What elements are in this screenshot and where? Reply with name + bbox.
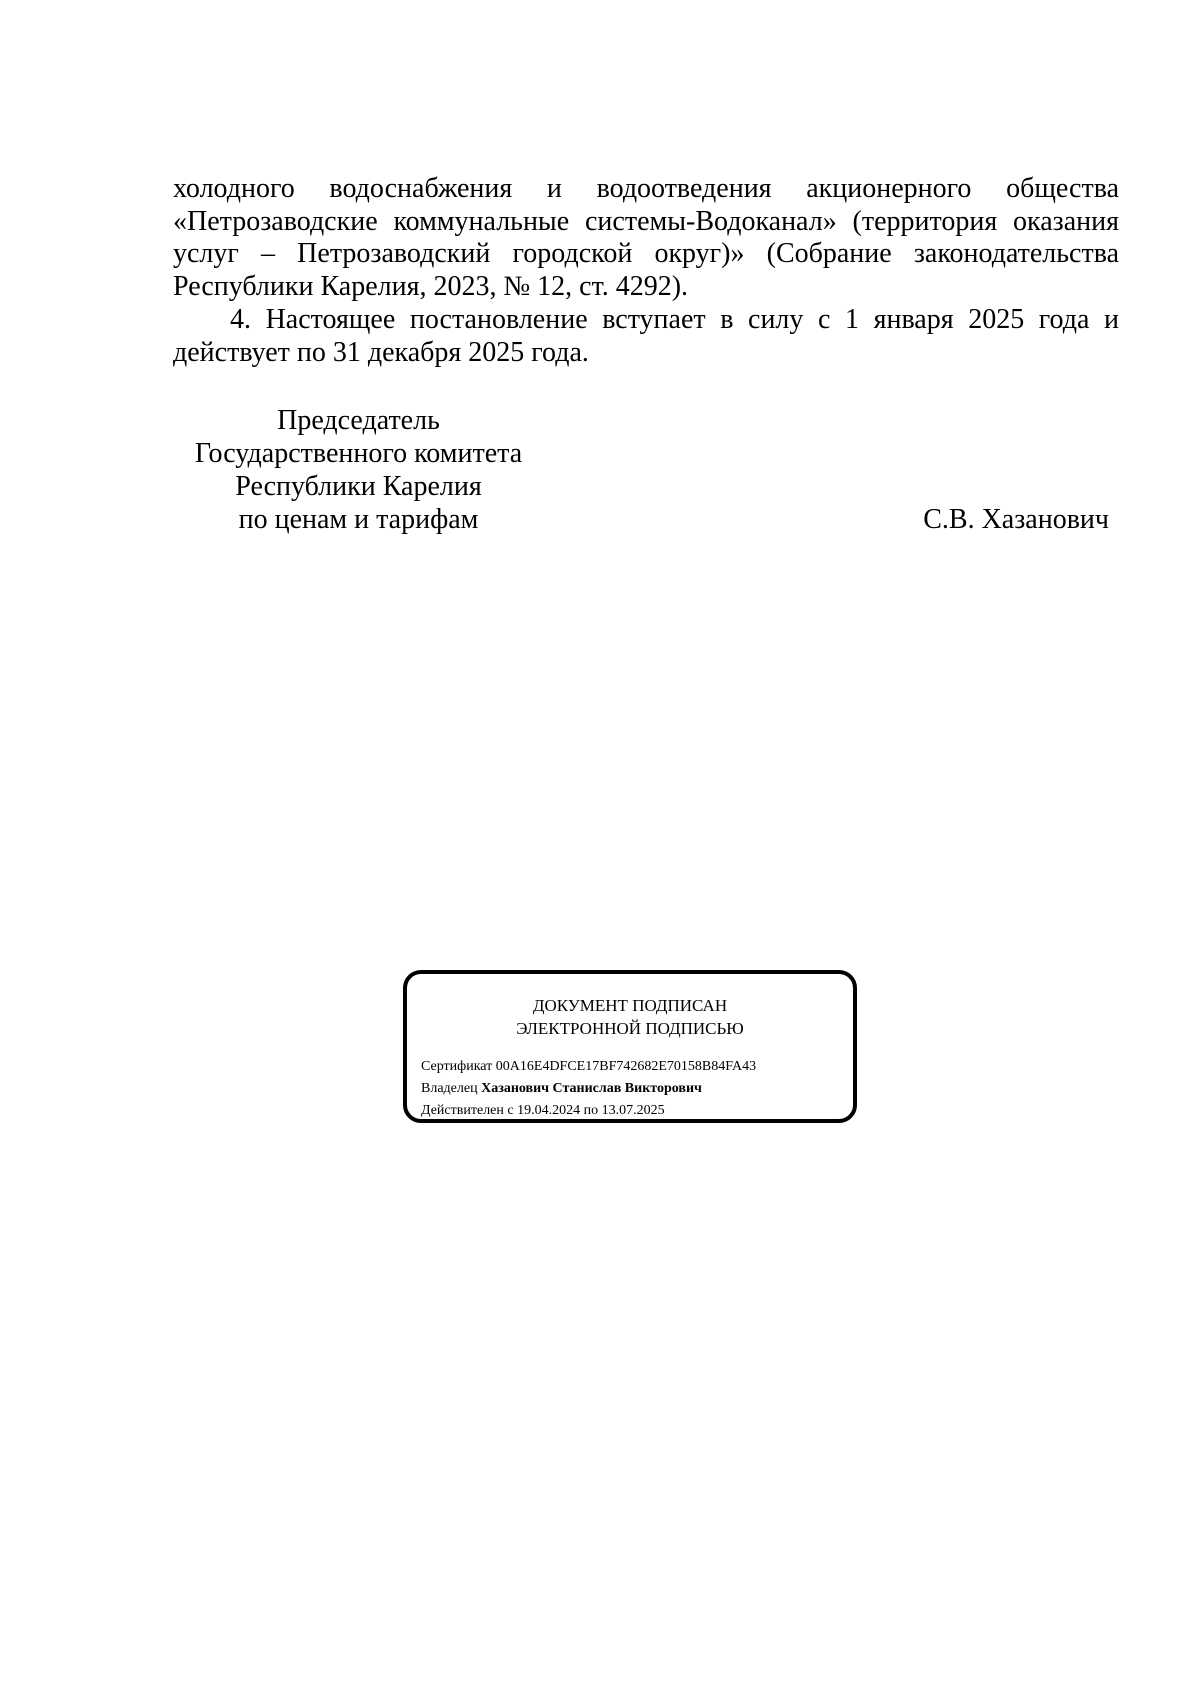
- paragraph-line-1: холодного водоснабжения и водоотведения акционерного общества: [173, 173, 1119, 204]
- stamp-valid-to: 13.07.2025: [601, 1103, 665, 1118]
- paragraph-line-3: услуг – Петрозаводский городской округ)» (Собрание законодательства: [173, 238, 1119, 270]
- signer-position: [181, 404, 536, 536]
- stamp-details: [421, 1056, 851, 1122]
- stamp-certificate-value: 00A16E4DFCE17BF742682E70158B84FA43: [495, 1059, 757, 1074]
- stamp-owner-value: Хазанович Станислав Викторович: [481, 1081, 702, 1096]
- stamp-valid-to-prefix: по: [583, 1103, 599, 1118]
- stamp-valid-from-prefix: с: [507, 1103, 514, 1118]
- signer-position-line-1: Председатель: [277, 405, 440, 436]
- stamp-valid-label: Действителен: [421, 1103, 504, 1118]
- stamp-valid-from: 19.04.2024: [517, 1103, 581, 1118]
- stamp-certificate-row: [421, 1056, 851, 1078]
- signer-name: С.В. Хазанович: [923, 504, 1109, 535]
- stamp-certificate-label: Сертификат: [421, 1059, 493, 1074]
- signer-position-line-2: Государственного комитета: [194, 438, 523, 469]
- stamp-title: [407, 994, 853, 1040]
- stamp-title-line-2: ЭЛЕКТРОННОЙ ПОДПИСЬЮ: [516, 1019, 744, 1038]
- stamp-validity-row: [421, 1100, 851, 1122]
- clause-4-line-1: 4. Настоящее постановление вступает в силу с 1 января 2025 года и: [230, 303, 1119, 335]
- stamp-title-line-1: ДОКУМЕНТ ПОДПИСАН: [532, 996, 728, 1015]
- signer-position-line-4: по ценам и тарифам: [238, 504, 479, 535]
- stamp-owner-row: [421, 1078, 851, 1100]
- document-body: [173, 173, 1119, 369]
- electronic-signature-stamp: [403, 970, 857, 1123]
- clause-4-line-2: действует по 31 декабря 2025 года.: [173, 336, 589, 368]
- stamp-owner-label: Владелец: [421, 1081, 478, 1096]
- paragraph-line-4: Республики Карелия, 2023, № 12, ст. 4292).: [173, 271, 689, 303]
- signer-position-line-3: Республики Карелия: [235, 471, 482, 502]
- paragraph-line-2: «Петрозаводские коммунальные системы-Водоканал» (территория оказания: [173, 205, 1119, 237]
